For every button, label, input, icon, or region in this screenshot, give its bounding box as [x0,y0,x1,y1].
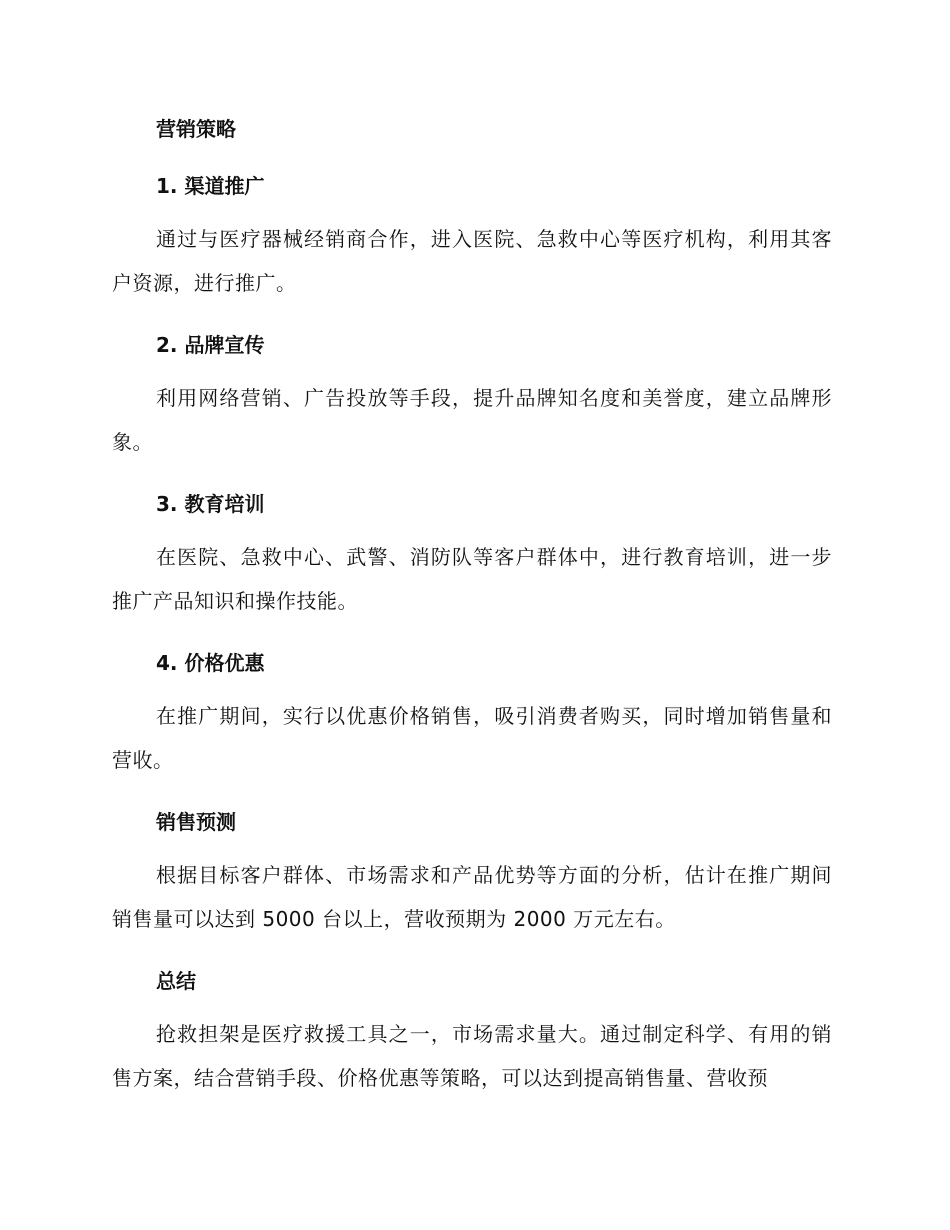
paragraph-channel-promotion: 通过与医疗器械经销商合作，进入医院、急救中心等医疗机构，利用其客户资源，进行推广。 [112,227,832,295]
paragraph-price-discount: 在推广期间，实行以优惠价格销售，吸引消费者购买，同时增加销售量和营收。 [112,704,832,772]
section-heading-brand-promotion: 2. 品牌宣传 [156,333,265,357]
document-page [112,112,832,1100]
section-heading-education-training: 3. 教育培训 [156,492,265,516]
section-heading-summary: 总结 [156,969,196,993]
paragraph-education-training: 在医院、急救中心、武警、消防队等客户群体中，进行教育培训，进一步推广产品知识和操作技能。 [112,545,832,613]
section-heading-marketing-strategy: 营销策略 [156,117,236,141]
section-heading-price-discount: 4. 价格优惠 [156,651,265,675]
paragraph-sales-forecast: 根据目标客户群体、市场需求和产品优势等方面的分析，估计在推广期间销售量可以达到 5000 台以上，营收预期为 2000 万元左右。 [112,863,832,931]
paragraph-summary: 抢救担架是医疗救援工具之一，市场需求量大。通过制定科学、有用的销售方案，结合营销手段、价格优惠等策略，可以达到提高销售量、营收预 [112,1022,832,1090]
section-heading-channel-promotion: 1. 渠道推广 [156,174,265,198]
section-heading-sales-forecast: 销售预测 [156,810,236,834]
paragraph-brand-promotion: 利用网络营销、广告投放等手段，提升品牌知名度和美誉度，建立品牌形象。 [112,386,832,454]
